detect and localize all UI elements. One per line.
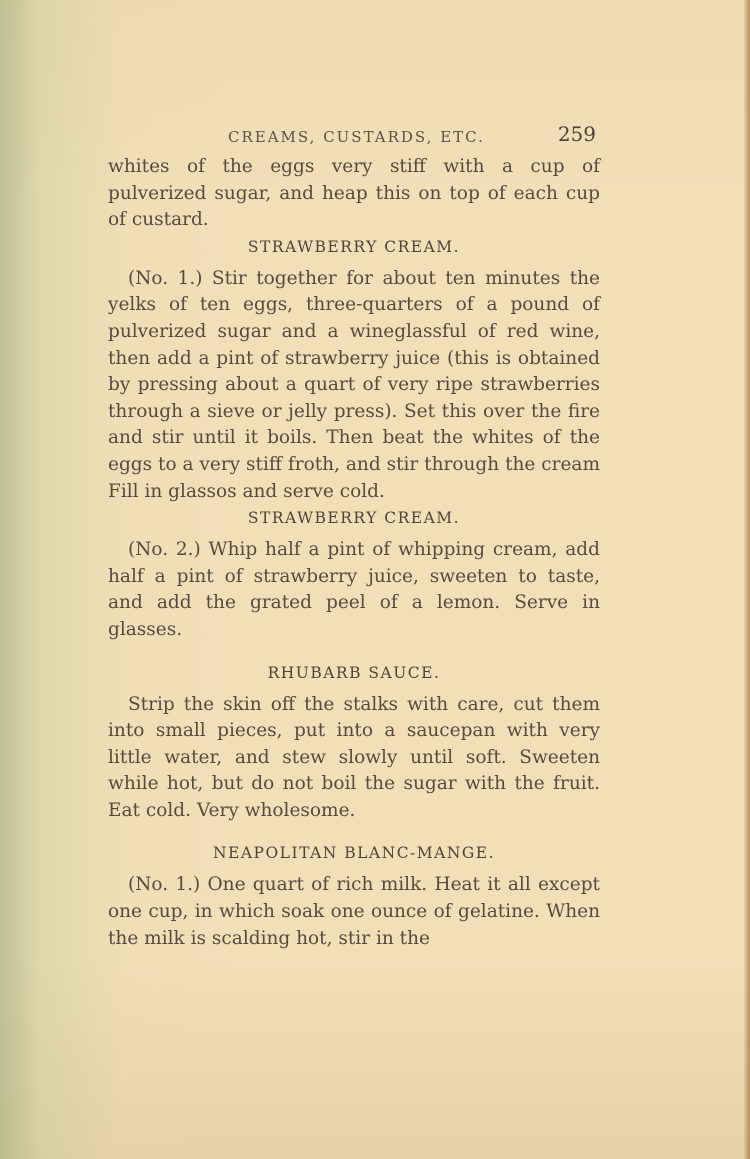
intro-paragraph: whites of the eggs very stiff with a cup of pulverized sugar, and heap this on top of each cup of custard. [108, 156, 600, 231]
text-block [108, 114, 600, 952]
page-number: 259 [557, 122, 596, 146]
section-heading-neapolitan-blanc-mange: NEAPOLITAN BLANC-MANGE. [212, 844, 496, 863]
section-heading-rhubarb-sauce: RHUBARB SAUCE. [267, 663, 441, 682]
section-heading-strawberry-cream-2: STRAWBERRY CREAM. [247, 509, 461, 528]
section-text-strawberry-cream-2: (No. 2.) Whip half a pint of whipping cream, add half a pint of strawberry juice, sweeten to taste, and add the grated peel of a lemon. Serve in glasses. [108, 539, 600, 640]
section-text-rhubarb-sauce: Strip the skin off the stalks with care, cut them into small pieces, put into a saucepan with very little water, and stew slowly until soft. Sweeten while hot, but do not boil the sugar with the fruit. Eat cold. Very wholesome. [108, 693, 600, 821]
section-text-neapolitan-blanc-mange: (No. 1.) One quart of rich milk. Heat it all except one cup, in which soak one ounce of gelatine. When the milk is scalding hot, stir in the [108, 874, 600, 949]
section-text-strawberry-cream-1: (No. 1.) Stir together for about ten minutes the yelks of ten eggs, three-quarters of a pound of pulverized sugar and a wineglassful of red wine, then add a pint of strawberry juice (this is obtained by pressing about a quart of very ripe strawberries through a sieve or jelly press). Set this over the fire and stir until it boils. Then beat the whites of the eggs to a very stiff froth, and stir through the cream Fill in glassos and serve cold. [108, 267, 600, 502]
running-title: CREAMS, CUSTARDS, ETC. [228, 128, 485, 146]
page-edge-shadow [744, 0, 750, 1159]
section-heading-strawberry-cream-1: STRAWBERRY CREAM. [247, 237, 461, 256]
running-head [108, 114, 600, 154]
